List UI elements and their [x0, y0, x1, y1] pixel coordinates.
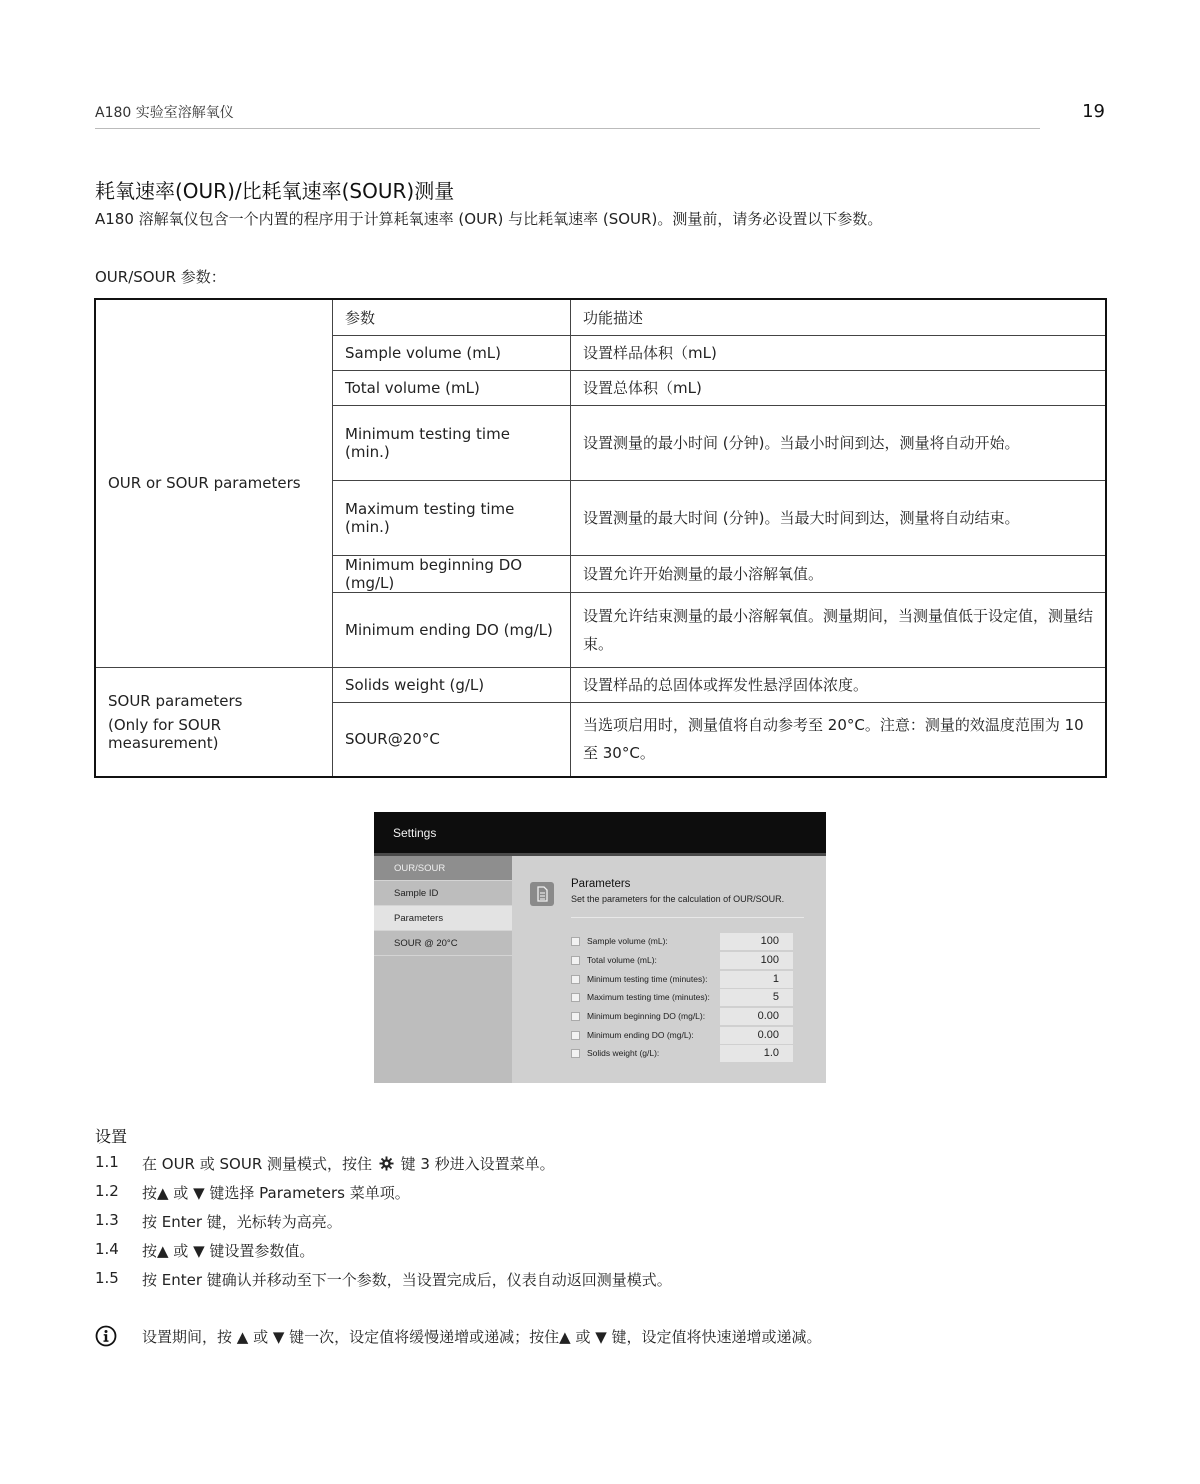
- row-desc: 设置测量的最大时间 (分钟)。当最大时间到达，测量将自动结束。: [571, 480, 1107, 555]
- table-row: [95, 667, 1106, 702]
- param-label: Solids weight (g/L):: [587, 1048, 660, 1058]
- param-row: [571, 1027, 804, 1045]
- step-number: 1.4: [95, 1240, 119, 1258]
- param-row: [571, 971, 804, 989]
- param-value-field[interactable]: 100: [720, 933, 793, 950]
- row-param: Solids weight (g/L): [333, 667, 571, 702]
- step-text: 按 Enter 键，光标转为高亮。: [142, 1213, 342, 1231]
- gear-icon: [379, 1156, 394, 1175]
- sidebar-item-parameters[interactable]: Parameters: [374, 906, 512, 931]
- param-checkbox[interactable]: [571, 1049, 580, 1058]
- settings-screen: [374, 812, 826, 1083]
- param-checkbox[interactable]: [571, 956, 580, 965]
- param-checkbox[interactable]: [571, 1031, 580, 1040]
- param-checkbox[interactable]: [571, 975, 580, 984]
- info-icon: [95, 1325, 117, 1351]
- param-checkbox[interactable]: [571, 937, 580, 946]
- step-text: 按▲ 或 ▼ 键选择 Parameters 菜单项。: [142, 1184, 410, 1202]
- row-desc: 设置测量的最小时间 (分钟)。当最小时间到达，测量将自动开始。: [571, 405, 1107, 480]
- step-number: 1.1: [95, 1153, 119, 1171]
- screen-title: Settings: [393, 826, 437, 840]
- sidebar-item-our-sour[interactable]: OUR/SOUR: [374, 856, 512, 881]
- param-row: [571, 1008, 804, 1026]
- setup-heading: 设置: [95, 1127, 128, 1146]
- row-param: SOUR@20°C: [333, 702, 571, 777]
- parameter-table: [94, 298, 1107, 778]
- row-desc: 设置样品体积（mL): [571, 335, 1107, 370]
- step-text: 按 Enter 键确认并移动至下一个参数，当设置完成后，仪表自动返回测量模式。: [142, 1271, 672, 1289]
- row-desc: 设置总体积（mL): [571, 370, 1107, 405]
- step-text-pre: 在 OUR 或 SOUR 测量模式，按住: [142, 1155, 373, 1173]
- param-label: Total volume (mL):: [587, 955, 657, 965]
- row-param: Minimum testing time (min.): [333, 405, 571, 480]
- note-text: 设置期间，按 ▲ 或 ▼ 键一次，设定值将缓慢递增或递减；按住▲ 或 ▼ 键，设定值将快速递增或递减。: [142, 1328, 822, 1346]
- row-param: Minimum beginning DO (mg/L): [333, 555, 571, 592]
- row-desc: 设置样品的总固体或挥发性悬浮固体浓度。: [571, 667, 1107, 702]
- param-row: [571, 952, 804, 970]
- step-number: 1.3: [95, 1211, 119, 1229]
- screen-title-bar: [374, 812, 826, 853]
- doc-title: A180 实验室溶解氧仪: [95, 105, 234, 121]
- panel-description: Set the parameters for the calculation of OUR/SOUR.: [571, 894, 785, 904]
- table-caption: OUR/SOUR 参数：: [95, 268, 226, 286]
- sidebar-item-sample-id[interactable]: Sample ID: [374, 881, 512, 906]
- row-param: Maximum testing time (min.): [333, 480, 571, 555]
- param-row: [571, 989, 804, 1007]
- group-sour-label-line2: (Only for SOUR measurement): [108, 715, 222, 752]
- param-row: [571, 1045, 804, 1063]
- screen-sidebar: [374, 856, 512, 1083]
- section-intro: A180 溶解氧仪包含一个内置的程序用于计算耗氧速率 (OUR) 与比耗氧速率 (SOUR)。测量前，请务必设置以下参数。: [95, 210, 883, 228]
- param-checkbox[interactable]: [571, 1012, 580, 1021]
- row-param: Total volume (mL): [333, 370, 571, 405]
- param-row: [571, 933, 804, 951]
- header-desc: 功能描述: [571, 299, 1107, 335]
- page-number: 19: [1082, 101, 1105, 122]
- header-divider: [95, 128, 1040, 129]
- step-text: 按▲ 或 ▼ 键设置参数值。: [142, 1242, 315, 1260]
- param-value-field[interactable]: 1: [720, 971, 793, 988]
- step-number: 1.5: [95, 1269, 119, 1287]
- param-checkbox[interactable]: [571, 993, 580, 1002]
- param-value-field[interactable]: 1.0: [720, 1045, 793, 1062]
- group-sour-label: [95, 667, 333, 777]
- param-value-field[interactable]: 100: [720, 952, 793, 969]
- row-param: Sample volume (mL): [333, 335, 571, 370]
- header-param: 参数: [333, 299, 571, 335]
- panel-title: Parameters: [571, 878, 631, 890]
- param-label: Minimum ending DO (mg/L):: [587, 1030, 694, 1040]
- group-our-sour-label: OUR or SOUR parameters: [95, 299, 333, 667]
- row-desc: 当选项启用时，测量值将自动参考至 20°C。注意：测量的效温度范围为 10 至 30°C。: [571, 702, 1107, 777]
- row-desc: 设置允许结束测量的最小溶解氧值。测量期间，当测量值低于设定值，测量结束。: [571, 592, 1107, 667]
- step-number: 1.2: [95, 1182, 119, 1200]
- document-icon: [530, 882, 554, 906]
- param-label: Minimum beginning DO (mg/L):: [587, 1011, 706, 1021]
- group-sour-label-line1: SOUR parameters: [108, 691, 243, 710]
- section-title: 耗氧速率(OUR)/比耗氧速率(SOUR)测量: [95, 179, 455, 203]
- param-label: Maximum testing time (minutes):: [587, 992, 710, 1002]
- param-value-field[interactable]: 5: [720, 989, 793, 1006]
- row-param: Minimum ending DO (mg/L): [333, 592, 571, 667]
- sidebar-item-sour-20c[interactable]: SOUR @ 20°C: [374, 931, 512, 956]
- screen-main-panel: [512, 856, 826, 1083]
- param-label: Sample volume (mL):: [587, 936, 668, 946]
- table-header-row: [95, 299, 1106, 335]
- param-value-field[interactable]: 0.00: [720, 1027, 793, 1044]
- param-label: Minimum testing time (minutes):: [587, 974, 708, 984]
- step-text-post: 键 3 秒进入设置菜单。: [400, 1155, 555, 1173]
- param-value-field[interactable]: 0.00: [720, 1008, 793, 1025]
- row-desc: 设置允许开始测量的最小溶解氧值。: [571, 555, 1107, 592]
